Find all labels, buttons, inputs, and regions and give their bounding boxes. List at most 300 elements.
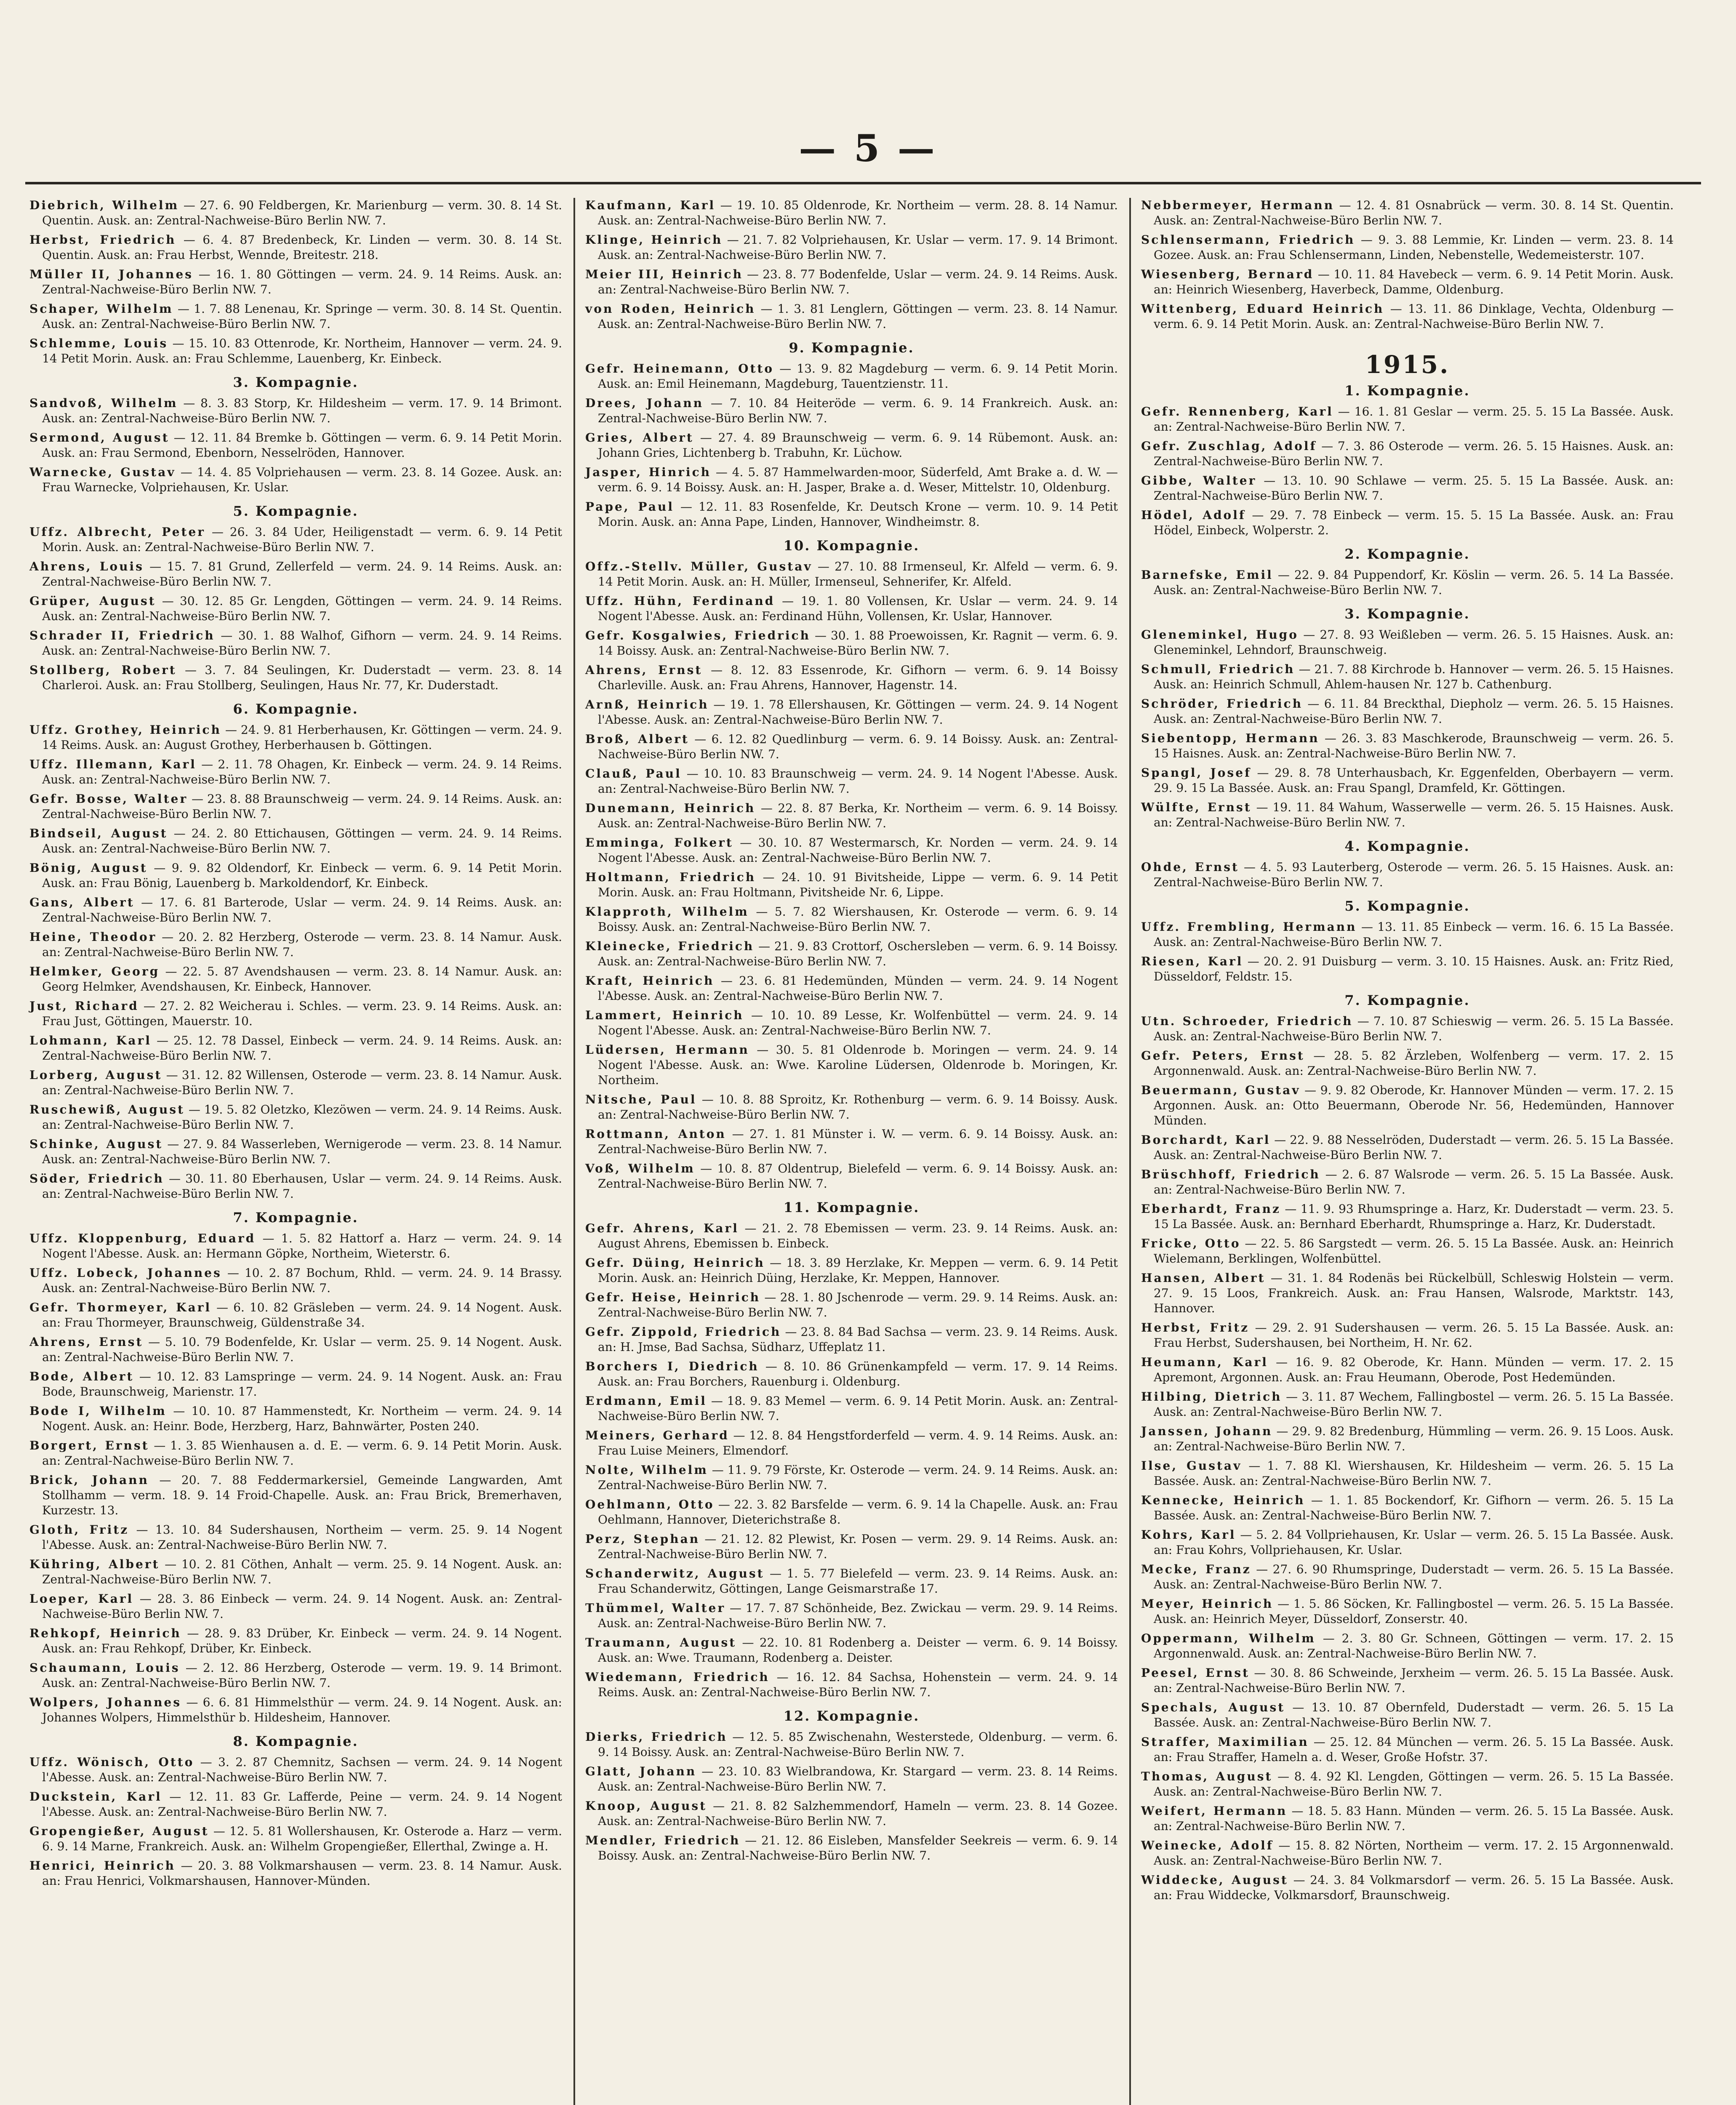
casualty-entry [29, 1404, 562, 1434]
entry-name: Oppermann, Wilhelm [1141, 1631, 1316, 1645]
entry-details: — 5. 10. 79 Bodenfelde, Kr. Uslar — verm. 25. 9. 14 Nogent. Ausk. an: Zentral-Nachweise-Büro Berlin NW. 7. [42, 1335, 562, 1364]
casualty-entry [1141, 1389, 1674, 1420]
entry-details: — 12. 11. 83 Gr. Lafferde, Peine — verm. 24. 9. 14 Nogent l'Abesse. Ausk. an: Zentral-Nachweise-Büro Berlin NW. 7. [42, 1790, 562, 1819]
entry-name: Spangl, Josef [1141, 766, 1252, 780]
casualty-entry [1141, 1596, 1674, 1627]
casualty-entry [1141, 198, 1674, 228]
entry-name: Müller II, Johannes [29, 267, 193, 281]
entry-name: Janssen, Johann [1141, 1424, 1273, 1438]
casualty-entry [1141, 1873, 1674, 1903]
entry-name: Gefr. Heise, Heinrich [585, 1290, 761, 1304]
casualty-entry [585, 465, 1118, 495]
entry-details: — 30. 5. 81 Oldenrode b. Moringen — verm. 24. 9. 14 Nogent l'Abesse. Ausk. an: Wwe. Karoline Lüdersen, Oldenrode b. Moringen, Kr. Northeim. [598, 1043, 1118, 1087]
casualty-entry [29, 594, 562, 624]
casualty-entry [29, 525, 562, 555]
section-heading: 5. Kompagnie. [233, 503, 359, 519]
entry-details: — 5. 2. 84 Vollpriehausen, Kr. Uslar — verm. 26. 5. 15 La Bassée. Ausk. an: Frau Kohrs, Vollpriehausen, Kr. Uslar. [1154, 1528, 1674, 1557]
entry-details: — 13. 10. 87 Obernfeld, Duderstadt — verm. 26. 5. 15 La Bassée. Ausk. an: Zentral-Nachweise-Büro Berlin NW. 7. [1154, 1700, 1674, 1729]
entry-details: — 27. 1. 81 Münster i. W. — verm. 6. 9. 14 Boissy. Ausk. an: Zentral-Nachweise-Büro Berlin NW. 7. [598, 1127, 1118, 1156]
entry-details: — 22. 5. 86 Sargstedt — verm. 26. 5. 15 La Bassée. Ausk. an: Heinrich Wielemann, Berklingen, Wolfenbüttel. [1154, 1236, 1674, 1266]
entry-name: Wiesenberg, Bernard [1141, 267, 1314, 281]
entry-details: — 12. 5. 81 Wollershausen, Kr. Osterode a. Harz — verm. 6. 9. 14 Marne, Frankreich. Ausk. an: Wilhelm Gropengießer, Ellerthal, Zwinge a. H. [42, 1824, 562, 1853]
entry-name: Mecke, Franz [1141, 1562, 1251, 1576]
casualty-entry [29, 1626, 562, 1656]
entry-name: Sandvoß, Wilhelm [29, 396, 178, 410]
casualty-entry [585, 232, 1118, 263]
entry-name: Arnß, Heinrich [585, 698, 709, 711]
entry-name: Uffz. Frembling, Hermann [1141, 920, 1357, 934]
casualty-entry [585, 1221, 1118, 1251]
entry-name: Ahrens, Ernst [585, 663, 703, 677]
entry-name: Jasper, Hinrich [585, 465, 711, 479]
entry-details: — 10. 10. 83 Braunschweig — verm. 24. 9. 14 Nogent l'Abesse. Ausk. an: Zentral-Nachweise-Büro Berlin NW. 7. [598, 767, 1118, 796]
entry-details: — 30. 12. 85 Gr. Lengden, Göttingen — verm. 24. 9. 14 Reims. Ausk. an: Zentral-Nachweise-Büro Berlin NW. 7. [42, 594, 563, 623]
casualty-entry [585, 1042, 1118, 1088]
casualty-entry [29, 198, 562, 228]
casualty-entry [585, 1635, 1118, 1665]
casualty-entry [585, 697, 1118, 727]
entry-details: — 13. 10. 84 Sudershausen, Northeim — verm. 25. 9. 14 Nogent l'Abesse. Ausk. an: Zentral-Nachweise-Büro Berlin NW. 7. [42, 1523, 562, 1552]
entry-details: — 12. 11. 83 Rosenfelde, Kr. Deutsch Krone — verm. 10. 9. 14 Petit Morin. Ausk. an: Anna Pape, Linden, Hannover, Windheimstr. 8. [598, 500, 1118, 529]
entry-name: Bode, Albert [29, 1370, 134, 1383]
entry-details: — 9. 9. 82 Oldendorf, Kr. Einbeck — verm. 6. 9. 14 Petit Morin. Ausk. an: Frau Bönig, Lauenberg b. Markoldendorf, Kr. Einbeck. [42, 861, 563, 890]
entry-name: Uffz. Lobeck, Johannes [29, 1266, 222, 1280]
entry-details: — 10. 8. 87 Oldentrup, Bielefeld — verm. 6. 9. 14 Boissy. Ausk. an: Zentral-Nachweise-Büro Berlin NW. 7. [598, 1162, 1118, 1191]
casualty-entry [585, 594, 1118, 624]
entry-name: Heumann, Karl [1141, 1355, 1268, 1369]
entry-name: Lohmann, Karl [29, 1034, 152, 1047]
casualty-entry [29, 663, 562, 693]
entry-name: Gefr. Ahrens, Karl [585, 1221, 739, 1235]
casualty-entry [29, 861, 562, 891]
casualty-entry [1141, 267, 1674, 297]
entry-name: Uffz. Grothey, Heinrich [29, 723, 221, 737]
entry-details: — 11. 9. 79 Förste, Kr. Osterode — verm. 24. 9. 14 Reims. Ausk. an: Zentral-Nachweise-Büro Berlin NW. 7. [598, 1463, 1118, 1492]
entry-name: Gefr. Thormeyer, Karl [29, 1300, 211, 1314]
casualty-entry [29, 301, 562, 332]
casualty-entry [1141, 1735, 1674, 1765]
casualty-entry [585, 801, 1118, 831]
entry-details: — 20. 3. 88 Volkmarshausen — verm. 23. 8. 14 Namur. Ausk. an: Frau Henrici, Volkmarshausen, Hannover-Münden. [42, 1859, 562, 1888]
casualty-entry [29, 559, 562, 589]
entry-details: — 13. 10. 90 Schlawe — verm. 25. 5. 15 La Bassée. Ausk. an: Zentral-Nachweise-Büro Berlin NW. 7. [1154, 474, 1674, 503]
entry-name: Gefr. Zippold, Friedrich [585, 1325, 781, 1339]
entry-details: — 1. 7. 88 Lenenau, Kr. Springe — verm. 30. 8. 14 St. Quentin. Ausk. an: Zentral-Nachweise-Büro Berlin NW. 7. [42, 302, 562, 331]
casualty-entry [1141, 1424, 1674, 1454]
entry-details: — 1. 3. 81 Lenglern, Göttingen — verm. 23. 8. 14 Namur. Ausk. an: Zentral-Nachweise-Büro Berlin NW. 7. [598, 302, 1118, 331]
entry-name: Straffer, Maximilian [1141, 1735, 1309, 1749]
entry-name: Just, Richard [29, 999, 139, 1013]
casualty-entry [585, 1799, 1118, 1829]
entry-details: — 17. 7. 87 Schönheide, Bez. Zwickau — verm. 29. 9. 14 Reims. Ausk. an: Zentral-Nachweise-Büro Berlin NW. 7. [598, 1601, 1118, 1630]
casualty-entry [585, 973, 1118, 1004]
entry-name: Brüschhoff, Friedrich [1141, 1167, 1320, 1181]
casualty-entry [585, 1497, 1118, 1527]
entry-details: — 30. 11. 80 Eberhausen, Uslar — verm. 24. 9. 14 Reims. Ausk. an: Zentral-Nachweise-Büro Berlin NW. 7. [42, 1172, 562, 1201]
entry-name: Bindseil, August [29, 826, 168, 840]
section-heading: 9. Kompagnie. [789, 340, 915, 356]
casualty-entry [1141, 568, 1674, 598]
entry-details: — 27. 2. 82 Weicherau i. Schles. — verm. 23. 9. 14 Reims. Ausk. an: Frau Just, Göttingen, Mauerstr. 10. [42, 999, 562, 1028]
entry-details: — 22. 9. 84 Puppendorf, Kr. Köslin — verm. 26. 5. 14 La Bassée. Ausk. an: Zentral-Nachweise-Büro Berlin NW. 7. [1154, 568, 1674, 597]
entry-name: Ruschewiß, August [29, 1103, 185, 1116]
section-heading: 3. Kompagnie. [1344, 606, 1470, 622]
entry-name: Wolpers, Johannes [29, 1695, 182, 1709]
casualty-entry [585, 732, 1118, 762]
entry-name: Klinge, Heinrich [585, 233, 723, 247]
entry-details: — 6. 11. 84 Breckthal, Diepholz — verm. 26. 5. 15 Haisnes. Ausk. an: Zentral-Nachweise-Büro Berlin NW. 7. [1154, 697, 1674, 726]
entry-name: Uffz. Wönisch, Otto [29, 1755, 195, 1769]
entry-name: Glatt, Johann [585, 1764, 697, 1778]
entry-name: Siebentopp, Hermann [1141, 731, 1320, 745]
entry-name: Gropengießer, August [29, 1824, 209, 1838]
casualty-entry [1141, 1700, 1674, 1730]
casualty-entry [29, 791, 562, 822]
casualty-entry [29, 1755, 562, 1785]
section-heading: 7. Kompagnie. [1344, 992, 1470, 1008]
entry-name: Gleneminkel, Hugo [1141, 628, 1299, 642]
casualty-entry [1141, 1665, 1674, 1696]
section-heading: 7. Kompagnie. [233, 1210, 359, 1226]
entry-details: — 24. 3. 84 Volkmarsdorf — verm. 26. 5. 15 La Bassée. Ausk. an: Frau Widdecke, Volkmarsdorf, Braunschweig. [1154, 1873, 1674, 1902]
section-heading: 3. Kompagnie. [233, 374, 359, 390]
entry-name: Riesen, Karl [1141, 954, 1243, 968]
casualty-entry [585, 1008, 1118, 1038]
casualty-entry [585, 1092, 1118, 1122]
entry-name: Gefr. Peters, Ernst [1141, 1049, 1305, 1063]
entry-details: — 21. 12. 86 Eisleben, Mansfelder Seekreis — verm. 6. 9. 14 Boissy. Ausk. an: Zentral-Nachweise-Büro Berlin NW. 7. [598, 1833, 1118, 1863]
entry-name: Clauß, Paul [585, 767, 682, 781]
entry-details: — 3. 7. 84 Seulingen, Kr. Duderstadt — verm. 23. 8. 14 Charleroi. Ausk. an: Frau Stollberg, Seulingen, Haus Nr. 77, Kr. Duderstadt. [42, 663, 562, 692]
entry-name: Eberhardt, Franz [1141, 1202, 1281, 1216]
entry-name: Uffz. Hühn, Ferdinand [585, 594, 775, 608]
entry-details: — 12. 5. 85 Zwischenahn, Westerstede, Oldenburg. — verm. 6. 9. 14 Boissy. Ausk. an: Zentral-Nachweise-Büro Berlin NW. 7. [598, 1730, 1118, 1759]
casualty-entry [1141, 1838, 1674, 1868]
entry-details: — 27. 8. 93 Weißleben — verm. 26. 5. 15 Haisnes. Ausk. an: Gleneminkel, Lehndorf, Braunschweig. [1154, 628, 1674, 657]
casualty-entry [1141, 919, 1674, 950]
entry-name: Schröder, Friedrich [1141, 697, 1303, 711]
section-heading: 10. Kompagnie. [783, 538, 920, 554]
casualty-entry [585, 499, 1118, 530]
entry-details: — 30. 1. 88 Proewoissen, Kr. Ragnit — verm. 6. 9. 14 Boissy. Ausk. an: Zentral-Nachweise-Büro Berlin NW. 7. [598, 629, 1118, 658]
casualty-entry [1141, 232, 1674, 263]
entry-details: — 27. 6. 90 Rhumspringe, Duderstadt — verm. 26. 5. 15 La Bassée. Ausk. an: Zentral-Nachweise-Büro Berlin NW. 7. [1154, 1562, 1674, 1591]
entry-name: Schaumann, Louis [29, 1661, 180, 1675]
casualty-entry [1141, 1458, 1674, 1489]
casualty-entry [585, 870, 1118, 900]
casualty-entry [585, 663, 1118, 693]
entry-details: — 26. 3. 83 Maschkerode, Braunschweig — verm. 26. 5. 15 Haisnes. Ausk. an: Zentral-Nachweise-Büro Berlin NW. 7. [1154, 731, 1674, 760]
entry-details: — 7. 10. 87 Schieswig — verm. 26. 5. 15 La Bassée. Ausk. an: Zentral-Nachweise-Büro Berlin NW. 7. [1154, 1014, 1674, 1043]
entry-details: — 18. 5. 83 Hann. Münden — verm. 26. 5. 15 La Bassée. Ausk. an: Zentral-Nachweise-Büro Berlin NW. 7. [1154, 1804, 1674, 1833]
casualty-entry [585, 361, 1118, 392]
entry-name: Kohrs, Karl [1141, 1528, 1236, 1542]
casualty-entry [1141, 662, 1674, 692]
entry-name: Utn. Schroeder, Friedrich [1141, 1014, 1353, 1028]
casualty-entry [585, 1255, 1118, 1286]
entry-name: Nebbermeyer, Hermann [1141, 198, 1335, 212]
entry-details: — 8. 3. 83 Storp, Kr. Hildesheim — verm. 17. 9. 14 Brimont. Ausk. an: Zentral-Nachweise-Büro Berlin NW. 7. [42, 396, 562, 425]
entry-name: Gefr. Zuschlag, Adolf [1141, 439, 1317, 453]
entry-name: Wülfte, Ernst [1141, 800, 1252, 814]
entry-name: Stollberg, Robert [29, 663, 177, 677]
entry-name: Schlensermann, Friedrich [1141, 233, 1355, 247]
entry-name: Loeper, Karl [29, 1592, 134, 1606]
casualty-entry [29, 1102, 562, 1132]
entry-details: — 6. 4. 87 Bredenbeck, Kr. Linden — verm. 30. 8. 14 St. Quentin. Ausk. an: Frau Herbst, Wennde, Breitestr. 218. [42, 233, 562, 262]
casualty-entry [29, 1591, 562, 1622]
entry-name: Lammert, Heinrich [585, 1008, 744, 1022]
entry-details: — 29. 2. 91 Sudershausen — verm. 26. 5. 15 La Bassée. Ausk. an: Frau Herbst, Sudershausen, bei Northeim, H. Nr. 62. [1154, 1321, 1674, 1350]
entry-name: Hilbing, Dietrich [1141, 1390, 1282, 1404]
casualty-entry [585, 628, 1118, 658]
entry-details: — 9. 3. 88 Lemmie, Kr. Linden — verm. 23. 8. 14 Gozee. Ausk. an: Frau Schlensermann, Linden, Nebenstelle, Wedemeisterstr. 107. [1154, 233, 1674, 262]
section-heading: 6. Kompagnie. [233, 701, 359, 717]
entry-details: — 24. 2. 80 Ettichausen, Göttingen — verm. 24. 9. 14 Reims. Ausk. an: Zentral-Nachweise-Büro Berlin NW. 7. [42, 826, 562, 855]
entry-name: Sermond, August [29, 431, 170, 445]
entry-details: — 3. 2. 87 Chemnitz, Sachsen — verm. 24. 9. 14 Nogent l'Abesse. Ausk. an: Zentral-Nachweise-Büro Berlin NW. 7. [42, 1755, 562, 1784]
entry-details: — 17. 6. 81 Barterode, Uslar — verm. 24. 9. 14 Reims. Ausk. an: Zentral-Nachweise-Büro Berlin NW. 7. [42, 895, 562, 925]
column-divider [1129, 198, 1131, 2105]
column-middle [585, 198, 1118, 1868]
entry-name: Meiners, Gerhard [585, 1428, 729, 1442]
entry-details: — 13. 9. 82 Magdeburg — verm. 6. 9. 14 Petit Morin. Ausk. an: Emil Heinemann, Magdeburg, Tauentzienstr. 11. [598, 362, 1118, 391]
entry-name: Holtmann, Friedrich [585, 870, 756, 884]
entry-name: Schrader II, Friedrich [29, 629, 215, 642]
casualty-entry [29, 1171, 562, 1202]
entry-name: Duckstein, Karl [29, 1790, 162, 1804]
section-heading: 1. Kompagnie. [1344, 383, 1470, 399]
entry-details: — 28. 1. 80 Jschenrode — verm. 29. 9. 14 Reims. Ausk. an: Zentral-Nachweise-Büro Berlin NW. 7. [598, 1290, 1118, 1319]
entry-details: — 3. 11. 87 Wechem, Fallingbostel — verm. 26. 5. 15 La Bassée. Ausk. an: Zentral-Nachweise-Büro Berlin NW. 7. [1154, 1390, 1674, 1419]
entry-details: — 21. 8. 82 Salzhemmendorf, Hameln — verm. 23. 8. 14 Gozee. Ausk. an: Zentral-Nachweise-Büro Berlin NW. 7. [598, 1799, 1118, 1828]
entry-details: — 2. 6. 87 Walsrode — verm. 26. 5. 15 La Bassée. Ausk. an: Zentral-Nachweise-Büro Berlin NW. 7. [1154, 1167, 1674, 1196]
entry-details: — 10. 11. 84 Havebeck — verm. 6. 9. 14 Petit Morin. Ausk. an: Heinrich Wiesenberg, Haverbeck, Damme, Oldenburg. [1154, 267, 1674, 296]
column-divider [573, 198, 575, 2105]
entry-name: Dunemann, Heinrich [585, 801, 756, 815]
entry-details: — 23. 10. 83 Wielbrandowa, Kr. Stargard — verm. 23. 8. 14 Reims. Ausk. an: Zentral-Nachweise-Büro Berlin NW. 7. [598, 1764, 1118, 1793]
entry-name: Thomas, August [1141, 1769, 1273, 1783]
casualty-entry [1141, 954, 1674, 984]
entry-details: — 2. 11. 78 Ohagen, Kr. Einbeck — verm. 24. 9. 14 Reims. Ausk. an: Zentral-Nachweise-Büro Berlin NW. 7. [42, 757, 562, 786]
casualty-entry [585, 1601, 1118, 1631]
casualty-entry [585, 1428, 1118, 1458]
entry-name: Traumann, August [585, 1636, 737, 1649]
casualty-entry [1141, 1083, 1674, 1128]
entry-name: Dierks, Friedrich [585, 1730, 728, 1744]
casualty-entry [29, 1695, 562, 1725]
casualty-entry [1141, 1271, 1674, 1316]
casualty-entry [1141, 1631, 1674, 1661]
entry-name: Weinecke, Adolf [1141, 1839, 1274, 1852]
entry-details: — 6. 10. 82 Gräsleben — verm. 24. 9. 14 Nogent. Ausk. an: Frau Thormeyer, Braunschweig, Güldenstraße 34. [42, 1300, 562, 1330]
casualty-entry [585, 766, 1118, 797]
entry-name: Bönig, August [29, 861, 148, 875]
entry-details: — 7. 10. 84 Heiteröde — verm. 6. 9. 14 Frankreich. Ausk. an: Zentral-Nachweise-Büro Berlin NW. 7. [598, 396, 1118, 425]
casualty-entry [29, 628, 562, 658]
entry-details: — 8. 10. 86 Grünenkampfeld — verm. 17. 9. 14 Reims. Ausk. an: Frau Borchers, Rauenburg i. Oldenburg. [598, 1359, 1118, 1388]
column-left [29, 198, 562, 1893]
entry-details: — 15. 7. 81 Grund, Zellerfeld — verm. 24. 9. 14 Reims. Ausk. an: Zentral-Nachweise-Büro Berlin NW. 7. [42, 560, 562, 589]
entry-name: Lorberg, August [29, 1068, 163, 1082]
casualty-entry [585, 559, 1118, 589]
casualty-entry [29, 1068, 562, 1098]
entry-details: — 30. 8. 86 Schweinde, Jerxheim — verm. 26. 5. 15 La Bassée. Ausk. an: Zentral-Nachweise-Büro Berlin NW. 7. [1154, 1666, 1674, 1695]
entry-details: — 21. 7. 88 Kirchrode b. Hannover — verm. 26. 5. 15 Haisnes. Ausk. an: Heinrich Schmull, Ahlem-hausen Nr. 127 b. Cathenburg. [1154, 662, 1674, 691]
entry-details: — 10. 8. 88 Sproitz, Kr. Rothenburg — verm. 6. 9. 14 Boissy. Ausk. an: Zentral-Nachweise-Büro Berlin NW. 7. [598, 1092, 1118, 1122]
entry-details: — 29. 9. 82 Bredenburg, Hümmling — verm. 26. 9. 15 Loos. Ausk. an: Zentral-Nachweise-Büro Berlin NW. 7. [1154, 1424, 1674, 1453]
entry-name: Diebrich, Wilhelm [29, 198, 179, 212]
entry-name: Schinke, August [29, 1137, 163, 1151]
entry-details: — 10. 10. 87 Hammenstedt, Kr. Northeim — verm. 24. 9. 14 Nogent. Ausk. an: Heinr. Bode, Herzberg, Harz, Bahnwärter, Posten 240. [42, 1404, 562, 1433]
entry-name: Gries, Albert [585, 431, 694, 445]
entry-details: — 6. 12. 82 Quedlinburg — verm. 6. 9. 14 Boissy. Ausk. an: Zentral-Nachweise-Büro Berlin NW. 7. [598, 732, 1118, 761]
casualty-entry [29, 232, 562, 263]
entry-name: Gefr. Bosse, Walter [29, 792, 188, 806]
casualty-entry [29, 1660, 562, 1691]
entry-name: Widdecke, August [1141, 1873, 1288, 1887]
casualty-entry [1141, 627, 1674, 658]
casualty-entry [29, 267, 562, 297]
entry-details: — 8. 4. 92 Kl. Lengden, Göttingen — verm. 26. 5. 15 La Bassée. Ausk. an: Zentral-Nachweise-Büro Berlin NW. 7. [1154, 1769, 1674, 1799]
casualty-entry [1141, 473, 1674, 504]
entry-details: — 7. 3. 86 Osterode — verm. 26. 5. 15 Haisnes. Ausk. an: Zentral-Nachweise-Büro Berlin NW. 7. [1154, 439, 1674, 468]
entry-details: — 19. 1. 78 Ellershausen, Kr. Göttingen — verm. 24. 9. 14 Nogent l'Abesse. Ausk. an: Zentral-Nachweise-Büro Berlin NW. 7. [598, 698, 1118, 727]
entry-details: — 11. 9. 93 Rhumspringe a. Harz, Kr. Duderstadt — verm. 23. 5. 15 La Bassée. Ausk. an: Bernhard Eberhardt, Rhumspringe a. Harz, Kr. Duderstadt. [1154, 1202, 1674, 1231]
entry-details: — 18. 9. 83 Memel — verm. 6. 9. 14 Petit Morin. Ausk. an: Zentral-Nachweise-Büro Berlin NW. 7. [598, 1394, 1118, 1423]
entry-name: Schlemme, Louis [29, 336, 168, 350]
entry-details: — 4. 5. 93 Lauterberg, Osterode — verm. 26. 5. 15 Haisnes. Ausk. an: Zentral-Nachweise-Büro Berlin NW. 7. [1154, 860, 1674, 889]
entry-details: — 2. 12. 86 Herzberg, Osterode — verm. 19. 9. 14 Brimont. Ausk. an: Zentral-Nachweise-Büro Berlin NW. 7. [42, 1661, 563, 1690]
entry-name: Borgert, Ernst [29, 1439, 149, 1452]
entry-name: Herbst, Fritz [1141, 1321, 1250, 1335]
entry-details: — 20. 2. 91 Duisburg — verm. 3. 10. 15 Haisnes. Ausk. an: Fritz Ried, Düsseldorf, Feldstr. 15. [1154, 954, 1674, 983]
year-heading: 1915. [1365, 350, 1450, 379]
entry-name: Hödel, Adolf [1141, 508, 1246, 522]
casualty-entry [29, 1473, 562, 1518]
entry-details: — 29. 8. 78 Unterhausbach, Kr. Eggenfelden, Oberbayern — verm. 29. 9. 15 La Bassée. Ausk. an: Frau Spangl, Dramfeld, Kr. Göttingen. [1154, 766, 1674, 795]
entry-details: — 1. 5. 86 Söcken, Kr. Fallingbostel — verm. 26. 5. 15 La Bassée. Ausk. an: Heinrich Meyer, Düsseldorf, Zonserstr. 40. [1154, 1597, 1674, 1626]
entry-details: — 23. 6. 81 Hedemünden, Münden — verm. 24. 9. 14 Nogent l'Abesse. Ausk. an: Zentral-Nachweise-Büro Berlin NW. 7. [598, 974, 1118, 1003]
casualty-entry [585, 1729, 1118, 1760]
entry-details: — 14. 4. 85 Volpriehausen — verm. 23. 8. 14 Gozee. Ausk. an: Frau Warnecke, Volpriehausen, Kr. Uslar. [42, 465, 563, 494]
entry-name: Schaper, Wilhelm [29, 302, 173, 316]
casualty-entry [29, 1858, 562, 1889]
entry-name: Uffz. Illemann, Karl [29, 757, 197, 771]
section-heading: 2. Kompagnie. [1344, 546, 1470, 562]
header-rule [25, 182, 1701, 184]
entry-name: Nolte, Wilhelm [585, 1463, 708, 1477]
casualty-entry [1141, 1236, 1674, 1266]
entry-name: Bode I, Wilhelm [29, 1404, 167, 1418]
entry-name: Gefr. Düing, Heinrich [585, 1256, 765, 1270]
entry-name: Perz, Stephan [585, 1532, 700, 1546]
casualty-entry [1141, 1769, 1674, 1799]
casualty-entry [29, 1789, 562, 1820]
entry-name: Klapproth, Wilhelm [585, 905, 749, 919]
entry-details: — 19. 5. 82 Oletzko, Klezöwen — verm. 24. 9. 14 Reims. Ausk. an: Zentral-Nachweise-Büro Berlin NW. 7. [42, 1103, 562, 1132]
column-right [1141, 198, 1674, 1907]
casualty-entry [29, 1369, 562, 1399]
entry-details: — 2. 3. 80 Gr. Schneen, Göttingen — verm. 17. 2. 15 Argonnenwald. Ausk. an: Zentral-Nachweise-Büro Berlin NW. 7. [1154, 1631, 1674, 1660]
section-heading: 12. Kompagnie. [783, 1708, 920, 1724]
entry-name: Heine, Theodor [29, 930, 157, 944]
entry-details: — 16. 1. 80 Göttingen — verm. 24. 9. 14 Reims. Ausk. an: Zentral-Nachweise-Büro Berlin NW. 7. [42, 267, 562, 296]
entry-details: — 28. 5. 82 Ärzleben, Wolfenberg — verm. 17. 2. 15 Argonnenwald. Ausk. an: Zentral-Nachweise-Büro Berlin NW. 7. [1154, 1049, 1674, 1078]
entry-details: — 19. 1. 80 Vollensen, Kr. Uslar — verm. 24. 9. 14 Nogent l'Abesse. Ausk. an: Ferdinand Hühn, Vollensen, Kr. Uslar, Hannover. [598, 594, 1118, 623]
entry-details: — 27. 9. 84 Wasserleben, Wernigerode — verm. 23. 8. 14 Namur. Ausk. an: Zentral-Nachweise-Büro Berlin NW. 7. [42, 1137, 562, 1166]
casualty-entry [1141, 1355, 1674, 1385]
casualty-entry [585, 904, 1118, 935]
casualty-entry [585, 1359, 1118, 1389]
entry-name: Kennecke, Heinrich [1141, 1493, 1305, 1507]
entry-details: — 15. 8. 82 Nörten, Northeim — verm. 17. 2. 15 Argonnenwald. Ausk. an: Zentral-Nachweise-Büro Berlin NW. 7. [1154, 1839, 1674, 1868]
entry-name: Mendler, Friedrich [585, 1833, 741, 1847]
casualty-entry [585, 1324, 1118, 1355]
entry-name: Emminga, Folkert [585, 836, 733, 850]
entry-name: Meyer, Heinrich [1141, 1597, 1274, 1611]
entry-name: Gefr. Rennenberg, Karl [1141, 405, 1333, 418]
section-heading: 5. Kompagnie. [1344, 898, 1470, 914]
entry-details: — 12. 4. 81 Osnabrück — verm. 30. 8. 14 St. Quentin. Ausk. an: Zentral-Nachweise-Büro Berlin NW. 7. [1154, 198, 1674, 227]
entry-details: — 21. 12. 82 Plewist, Kr. Posen — verm. 29. 9. 14 Reims. Ausk. an: Zentral-Nachweise-Büro Berlin NW. 7. [598, 1532, 1118, 1561]
entry-name: Kühring, Albert [29, 1557, 160, 1571]
casualty-entry [585, 1833, 1118, 1863]
entry-name: Weifert, Hermann [1141, 1804, 1288, 1818]
casualty-entry [29, 465, 562, 495]
entry-details: — 21. 2. 78 Ebemissen — verm. 23. 9. 14 Reims. Ausk. an: August Ahrens, Ebemissen b. Einbeck. [598, 1221, 1118, 1250]
casualty-entry [29, 1335, 562, 1365]
entry-name: Wittenberg, Eduard Heinrich [1141, 302, 1384, 316]
entry-details: — 23. 8. 88 Braunschweig — verm. 24. 9. 14 Reims. Ausk. an: Zentral-Nachweise-Büro Berlin NW. 7. [42, 792, 563, 821]
casualty-entry [29, 1522, 562, 1553]
entry-details: — 26. 3. 84 Uder, Heiligenstadt — verm. 6. 9. 14 Petit Morin. Ausk. an: Zentral-Nachweise-Büro Berlin NW. 7. [42, 525, 562, 554]
casualty-entry [585, 1127, 1118, 1157]
casualty-entry [29, 396, 562, 426]
casualty-entry [585, 1566, 1118, 1596]
casualty-entry [585, 1764, 1118, 1794]
casualty-entry [1141, 508, 1674, 538]
entry-details: — 30. 1. 88 Walhof, Gifhorn — verm. 24. 9. 14 Reims. Ausk. an: Zentral-Nachweise-Büro Berlin NW. 7. [42, 629, 562, 658]
casualty-entry [29, 336, 562, 366]
casualty-entry [1141, 1202, 1674, 1232]
casualty-entry [1141, 800, 1674, 830]
entry-details: — 31. 12. 82 Willensen, Osterode — verm. 23. 8. 14 Namur. Ausk. an: Zentral-Nachweise-Büro Berlin NW. 7. [42, 1068, 562, 1097]
entry-details: — 19. 10. 85 Oldenrode, Kr. Northeim — verm. 28. 8. 14 Namur. Ausk. an: Zentral-Nachweise-Büro Berlin NW. 7. [598, 198, 1118, 227]
casualty-entry [29, 1033, 562, 1063]
entry-name: Warnecke, Gustav [29, 465, 176, 479]
casualty-entry [29, 757, 562, 787]
casualty-entry [585, 1161, 1118, 1191]
entry-name: Ahrens, Louis [29, 560, 144, 573]
entry-name: Helmker, Georg [29, 965, 160, 978]
entry-details: — 13. 11. 86 Dinklage, Vechta, Oldenburg — verm. 6. 9. 14 Petit Morin. Ausk. an: Zentral-Nachweise-Büro Berlin NW. 7. [1154, 302, 1674, 331]
entry-details: — 24. 9. 81 Herberhausen, Kr. Göttingen — verm. 24. 9. 14 Reims. Ausk. an: August Grothey, Herberhausen b. Göttingen. [42, 723, 562, 752]
casualty-entry [1141, 765, 1674, 796]
entry-name: Gans, Albert [29, 895, 135, 909]
entry-details: — 10. 12. 83 Lamspringe — verm. 24. 9. 14 Nogent. Ausk. an: Frau Bode, Braunschweig, Marienstr. 17. [42, 1370, 563, 1399]
casualty-entry [1141, 860, 1674, 890]
entry-name: Offz.-Stellv. Müller, Gustav [585, 560, 813, 573]
entry-name: Meier III, Heinrich [585, 267, 743, 281]
entry-details: — 9. 9. 82 Oberode, Kr. Hannover Münden — verm. 17. 2. 15 Argonnen. Ausk. an: Otto Beuermann, Oberode Nr. 56, Hedemünden, Hannover Münden. [1154, 1083, 1674, 1127]
entry-details: — 4. 5. 87 Hammelwarden-moor, Süderfeld, Amt Brake a. d. W. — verm. 6. 9. 14 Boissy. Ausk. an: H. Jasper, Brake a. d. Weser, Mittelstr. 10, Oldenburg. [598, 465, 1118, 494]
casualty-entry [29, 964, 562, 994]
entry-name: Brick, Johann [29, 1473, 149, 1487]
entry-name: Drees, Johann [585, 396, 704, 410]
entry-name: Gefr. Heinemann, Otto [585, 362, 774, 376]
casualty-entry [585, 396, 1118, 426]
